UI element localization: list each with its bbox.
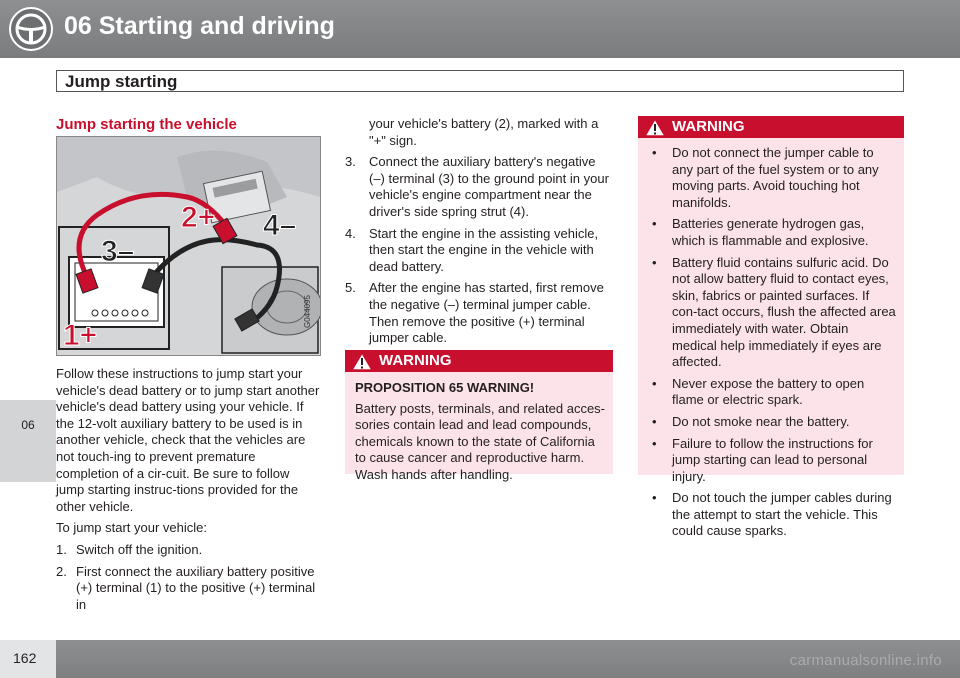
steering-wheel-icon — [8, 6, 54, 52]
warning-bullet-list — [648, 145, 896, 540]
step-text: Start the engine in the assisting vehicle, then start the engine in the vehicle with dead battery. — [369, 225, 599, 274]
chapter-title: 06 Starting and driving — [64, 12, 335, 40]
section-title-bar — [56, 70, 904, 92]
warning-label: WARNING — [672, 118, 745, 135]
figure-label-2: 2+ — [181, 201, 216, 234]
bullet-icon: • — [652, 490, 657, 506]
steps-list-part-1 — [56, 542, 321, 613]
warning-triangle-icon — [351, 352, 373, 371]
column-2-text — [345, 116, 613, 352]
step-item — [345, 280, 613, 346]
warning-body — [345, 372, 613, 490]
warning-bullet — [648, 216, 896, 249]
warning-bullet — [648, 414, 896, 431]
figure-code: G044095 — [303, 295, 312, 328]
bullet-icon: • — [652, 145, 657, 160]
step-2-continuation: your vehicle's battery (2), marked with a "+" sign. — [369, 116, 599, 148]
intro-paragraph: Follow these instructions to jump start your vehicle's dead battery or to jump start another vehicle's dead battery using your vehicle. If the 12-volt auxiliary battery to be used is in another vehicle, check that the vehicles are not touch-ing to prevent premature completion of a cir-cuit. Be sure to follow jump starting instruc-tions provided for the other vehicle. — [56, 366, 320, 514]
step-text: After the engine has started, first remove the negative (–) terminal jumper cable. Then remove the positive (+) terminal jumper cable. — [369, 280, 604, 346]
warning-body — [638, 138, 904, 551]
step-text: First connect the auxiliary battery positive (+) terminal (1) to the positive (+) terminal in — [76, 563, 316, 612]
warning-text: Battery posts, terminals, and related acces-sories contain lead and lead compounds, chemicals known to the state of California to cause cancer and reproductive harm. Wash hands after handling. — [355, 400, 606, 482]
bullet-icon: • — [652, 254, 657, 270]
step-text: Connect the auxiliary battery's negative (–) terminal (3) to the ground point in your vehicle's engine compartment near the driver's side spring strut (4). — [369, 154, 609, 219]
warning-header — [638, 116, 904, 138]
page-number: 162 — [13, 650, 37, 666]
bullet-text: Never expose the battery to open flame or electric spark. — [672, 375, 865, 408]
chapter-side-tab-label: 06 — [21, 418, 35, 432]
step-text: Switch off the ignition. — [76, 541, 203, 557]
warning-bullet — [648, 145, 896, 211]
side-margin — [0, 58, 56, 640]
figure-label-1: 1+ — [63, 319, 98, 352]
warning-bullet — [648, 490, 896, 540]
proposition-65-warning-box — [345, 350, 613, 482]
bullet-icon: • — [652, 413, 657, 429]
column-1-text — [56, 366, 321, 618]
bullet-icon: • — [652, 216, 657, 232]
step-number: 1. — [56, 541, 67, 557]
watermark-text: carmanualsonline.info — [789, 652, 942, 669]
step-number: 2. — [56, 563, 67, 579]
section-title: Jump starting — [65, 72, 178, 91]
step-item — [56, 564, 321, 614]
safety-warning-box — [638, 116, 904, 539]
bullet-icon: • — [652, 435, 657, 451]
figure-label-3: 3– — [101, 235, 135, 268]
article-heading: Jump starting the vehicle — [56, 116, 237, 133]
bullet-text: Do not connect the jumper cable to any part of the fuel system or to any moving parts. Avoid touching hot manifolds. — [672, 145, 879, 210]
step-number: 5. — [345, 280, 356, 296]
warning-bullet — [648, 436, 896, 486]
warning-label: WARNING — [379, 352, 452, 369]
warning-header — [345, 350, 613, 372]
bullet-text: Batteries generate hydrogen gas, which is flammable and explosive. — [672, 216, 869, 248]
warning-bullet — [648, 376, 896, 409]
bullet-text: Battery fluid contains sulfuric acid. Do not allow battery fluid to contact eyes, skin, fabrics or painted surfaces. If con-tact occurs, flush the affected area immediately with water. Obtain medical help immediately if eyes are affected. — [672, 254, 896, 370]
bullet-text: Do not smoke near the battery. — [672, 413, 850, 429]
step-item — [56, 542, 321, 559]
jump-start-illustration — [56, 136, 321, 356]
step-item — [345, 226, 613, 276]
step-number: 3. — [345, 154, 356, 170]
step-item — [345, 154, 613, 220]
warning-subheading: PROPOSITION 65 WARNING! — [355, 380, 535, 395]
bullet-icon: • — [652, 375, 657, 391]
chapter-side-tab — [0, 400, 56, 482]
steps-list-part-2 — [345, 154, 613, 347]
warning-triangle-icon — [644, 118, 666, 137]
figure-label-4: 4– — [263, 209, 297, 242]
warning-bullet — [648, 255, 896, 371]
bullet-text: Failure to follow the instructions for jump starting can lead to personal injury. — [672, 435, 873, 484]
step-number: 4. — [345, 225, 356, 241]
bullet-text: Do not touch the jumper cables during the attempt to start the vehicle. This could cause sparks. — [672, 490, 892, 539]
steps-lead: To jump start your vehicle: — [56, 520, 208, 536]
